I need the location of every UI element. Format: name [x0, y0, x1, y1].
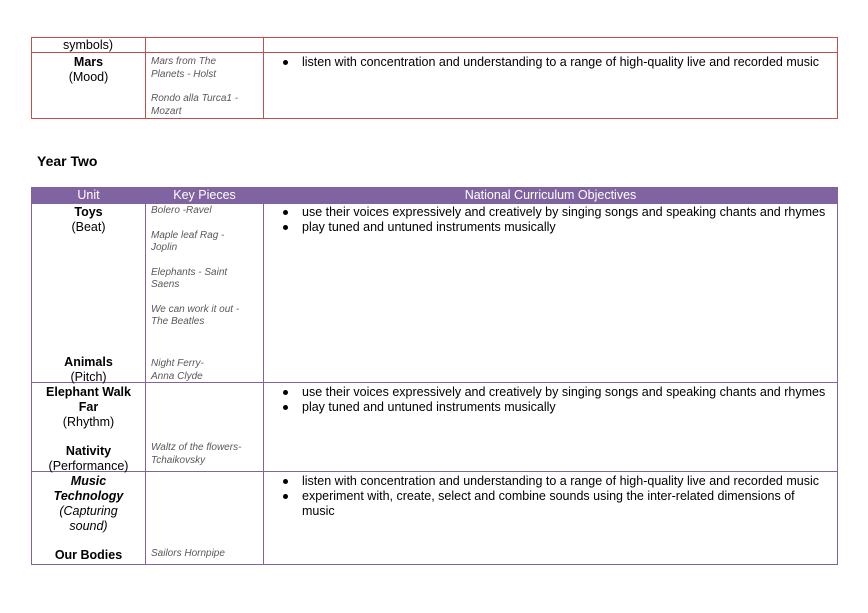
objectives-cell — [264, 472, 838, 565]
objectives-list — [264, 385, 837, 415]
key-piece: We can work it out - The Beatles — [151, 303, 240, 327]
unit-cell — [32, 472, 146, 565]
unit-name: Mars — [73, 55, 104, 69]
unit-cell — [32, 204, 146, 383]
unit-name: Music Technology — [53, 474, 124, 503]
key-piece: Sailors Hornpipe — [151, 548, 225, 559]
pieces-cell — [146, 53, 264, 119]
objectives-list — [264, 474, 837, 519]
unit-cell — [32, 38, 146, 53]
key-piece: Bolero -Ravel — [151, 205, 212, 216]
objectives-cell — [264, 38, 838, 53]
header-objectives: National Curriculum Objectives — [264, 188, 838, 204]
pieces-cell — [146, 472, 264, 565]
unit-subtitle: (Capturing sound) — [59, 504, 118, 533]
objective-item: experiment with, create, select and combine sounds using the inter-related dimensions of music — [302, 489, 829, 519]
header-key-pieces: Key Pieces — [146, 188, 264, 204]
table-row — [32, 204, 838, 383]
objectives-cell — [264, 204, 838, 383]
unit-subtitle: (Rhythm) — [62, 415, 115, 429]
header-unit: Unit — [32, 188, 146, 204]
key-piece: Mars from The Planets - Holst — [151, 56, 217, 80]
unit-name: Our Bodies — [54, 548, 123, 562]
unit-cell — [32, 383, 146, 472]
objective-item: play tuned and untuned instruments musically — [302, 400, 829, 415]
table-row-continued — [32, 38, 838, 53]
objective-item: use their voices expressively and creatively by singing songs and speaking chants and rhymes — [302, 205, 829, 220]
unit-cell — [32, 53, 146, 119]
unit-name: Toys — [74, 205, 103, 219]
year-two-table — [31, 187, 838, 565]
table-row — [32, 383, 838, 472]
unit-subtitle: (Performance) — [48, 459, 129, 473]
pieces-cell — [146, 383, 264, 472]
objectives-list — [264, 205, 837, 235]
objectives-list — [264, 55, 837, 70]
objective-item: listen with concentration and understanding to a range of high-quality live and recorded music — [302, 474, 829, 489]
table-row — [32, 472, 838, 565]
previous-year-table — [31, 37, 838, 119]
objectives-cell — [264, 383, 838, 472]
pieces-cell — [146, 204, 264, 383]
unit-subtitle: (Pitch) — [70, 370, 107, 384]
unit-subtitle: (Beat) — [71, 220, 106, 234]
continued-text: symbols) — [63, 38, 114, 52]
unit-name: Elephant Walk Far — [46, 385, 131, 414]
pieces-cell — [146, 38, 264, 53]
unit-subtitle: (Mood) — [68, 70, 109, 84]
unit-name: Animals — [64, 355, 113, 369]
objective-item: play tuned and untuned instruments musically — [302, 220, 829, 235]
key-piece: Rondo alla Turca1 - Mozart — [151, 93, 239, 117]
section-title: Year Two — [37, 153, 98, 169]
objective-item: use their voices expressively and creatively by singing songs and speaking chants and rhymes — [302, 385, 829, 400]
objectives-cell — [264, 53, 838, 119]
key-piece: Maple leaf Rag - Joplin — [151, 229, 225, 253]
key-piece: Waltz of the flowers- Tchaikovsky — [151, 442, 242, 466]
key-piece: Elephants - Saint Saens — [151, 266, 228, 290]
table-row — [32, 53, 838, 119]
table-header-row — [32, 188, 838, 204]
objective-item: listen with concentration and understanding to a range of high-quality live and recorded music — [302, 55, 829, 70]
unit-name: Nativity — [65, 444, 112, 458]
key-piece: Night Ferry- Anna Clyde — [151, 358, 204, 382]
